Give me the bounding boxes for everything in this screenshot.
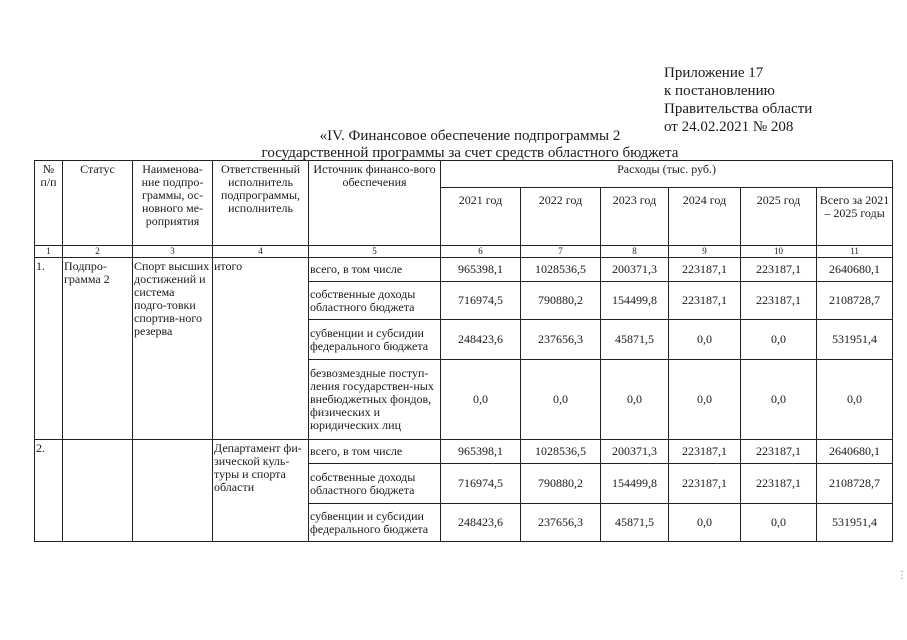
value-cell: 223187,1 [741, 464, 817, 504]
row-source: субвенции и субсидии федерального бюджета [309, 320, 441, 360]
value-cell: 716974,5 [441, 282, 521, 320]
column-number: 9 [669, 246, 741, 258]
table-row [35, 440, 893, 464]
row-name [133, 440, 213, 542]
header-year: 2024 год [669, 188, 741, 246]
value-cell: 790880,2 [521, 282, 601, 320]
row-executor: Департамент фи-зической куль-туры и спорта области [213, 440, 309, 542]
appendix-line: от 24.02.2021 № 208 [664, 119, 794, 135]
row-source: субвенции и субсидии федерального бюджета [309, 504, 441, 542]
column-number-row [35, 246, 893, 258]
row-name: Спорт высших достижений и система подго-товки спортив-ного резерва [133, 258, 213, 440]
header-total: Всего за 2021 – 2025 годы [817, 188, 893, 246]
header-year: 2023 год [601, 188, 669, 246]
value-cell: 531951,4 [817, 320, 893, 360]
appendix-line: Правительства области [664, 101, 813, 117]
value-cell: 965398,1 [441, 440, 521, 464]
value-cell: 0,0 [669, 320, 741, 360]
value-cell: 2108728,7 [817, 282, 893, 320]
appendix-line: к постановлению [664, 83, 775, 99]
column-number: 7 [521, 246, 601, 258]
document-title [230, 128, 710, 162]
value-cell: 248423,6 [441, 320, 521, 360]
header-year: 2025 год [741, 188, 817, 246]
value-cell: 0,0 [441, 360, 521, 440]
value-cell: 45871,5 [601, 504, 669, 542]
row-source: собственные доходы областного бюджета [309, 282, 441, 320]
row-source: безвозмездные поступ-ления государствен-ных внебюджетных фондов, физических и юридических лиц [309, 360, 441, 440]
value-cell: 2108728,7 [817, 464, 893, 504]
finance-table [34, 160, 893, 542]
header-expenses: Расходы (тыс. руб.) [441, 161, 893, 188]
row-status [63, 440, 133, 542]
row-number: 2. [35, 440, 63, 542]
value-cell: 965398,1 [441, 258, 521, 282]
header-num: № п/п [35, 161, 63, 246]
row-executor: итого [213, 258, 309, 440]
value-cell: 0,0 [817, 360, 893, 440]
value-cell: 0,0 [521, 360, 601, 440]
header-status: Статус [63, 161, 133, 246]
value-cell: 223187,1 [669, 464, 741, 504]
header-year: 2021 год [441, 188, 521, 246]
column-number: 5 [309, 246, 441, 258]
header-name: Наименова-ние подпро-граммы, ос-новного ме-роприятия [133, 161, 213, 246]
value-cell: 45871,5 [601, 320, 669, 360]
column-number: 4 [213, 246, 309, 258]
row-source: всего, в том числе [309, 258, 441, 282]
value-cell: 0,0 [601, 360, 669, 440]
table-row [35, 258, 893, 282]
value-cell: 154499,8 [601, 464, 669, 504]
row-number: 1. [35, 258, 63, 440]
value-cell: 248423,6 [441, 504, 521, 542]
value-cell: 237656,3 [521, 320, 601, 360]
value-cell: 2640680,1 [817, 258, 893, 282]
column-number: 11 [817, 246, 893, 258]
value-cell: 223187,1 [669, 282, 741, 320]
header-executor: Ответственный исполнитель подпрограммы, исполнитель [213, 161, 309, 246]
row-status: Подпро-грамма 2 [63, 258, 133, 440]
value-cell: 1028536,5 [521, 258, 601, 282]
title-line: «IV. Финансовое обеспечение подпрограммы 2 [319, 128, 621, 144]
value-cell: 0,0 [669, 360, 741, 440]
value-cell: 1028536,5 [521, 440, 601, 464]
appendix-block [664, 64, 894, 136]
value-cell: 716974,5 [441, 464, 521, 504]
column-number: 3 [133, 246, 213, 258]
value-cell: 0,0 [741, 360, 817, 440]
column-number: 8 [601, 246, 669, 258]
value-cell: 531951,4 [817, 504, 893, 542]
value-cell: 0,0 [741, 504, 817, 542]
column-number: 2 [63, 246, 133, 258]
column-number: 10 [741, 246, 817, 258]
column-number: 1 [35, 246, 63, 258]
value-cell: 154499,8 [601, 282, 669, 320]
row-source: всего, в том числе [309, 440, 441, 464]
value-cell: 223187,1 [669, 440, 741, 464]
header-source: Источник финансо-вого обеспечения [309, 161, 441, 246]
column-number: 6 [441, 246, 521, 258]
scan-artifact: ⋮ [897, 570, 907, 581]
appendix-line: Приложение 17 [664, 65, 764, 81]
value-cell: 237656,3 [521, 504, 601, 542]
value-cell: 223187,1 [669, 258, 741, 282]
row-source: собственные доходы областного бюджета [309, 464, 441, 504]
header-year: 2022 год [521, 188, 601, 246]
header-row [35, 161, 893, 188]
value-cell: 223187,1 [741, 440, 817, 464]
value-cell: 2640680,1 [817, 440, 893, 464]
value-cell: 0,0 [741, 320, 817, 360]
value-cell: 223187,1 [741, 258, 817, 282]
value-cell: 790880,2 [521, 464, 601, 504]
value-cell: 200371,3 [601, 258, 669, 282]
value-cell: 200371,3 [601, 440, 669, 464]
title-line: государственной программы за счет средств областного бюджета [261, 145, 679, 161]
value-cell: 0,0 [669, 504, 741, 542]
value-cell: 223187,1 [741, 282, 817, 320]
